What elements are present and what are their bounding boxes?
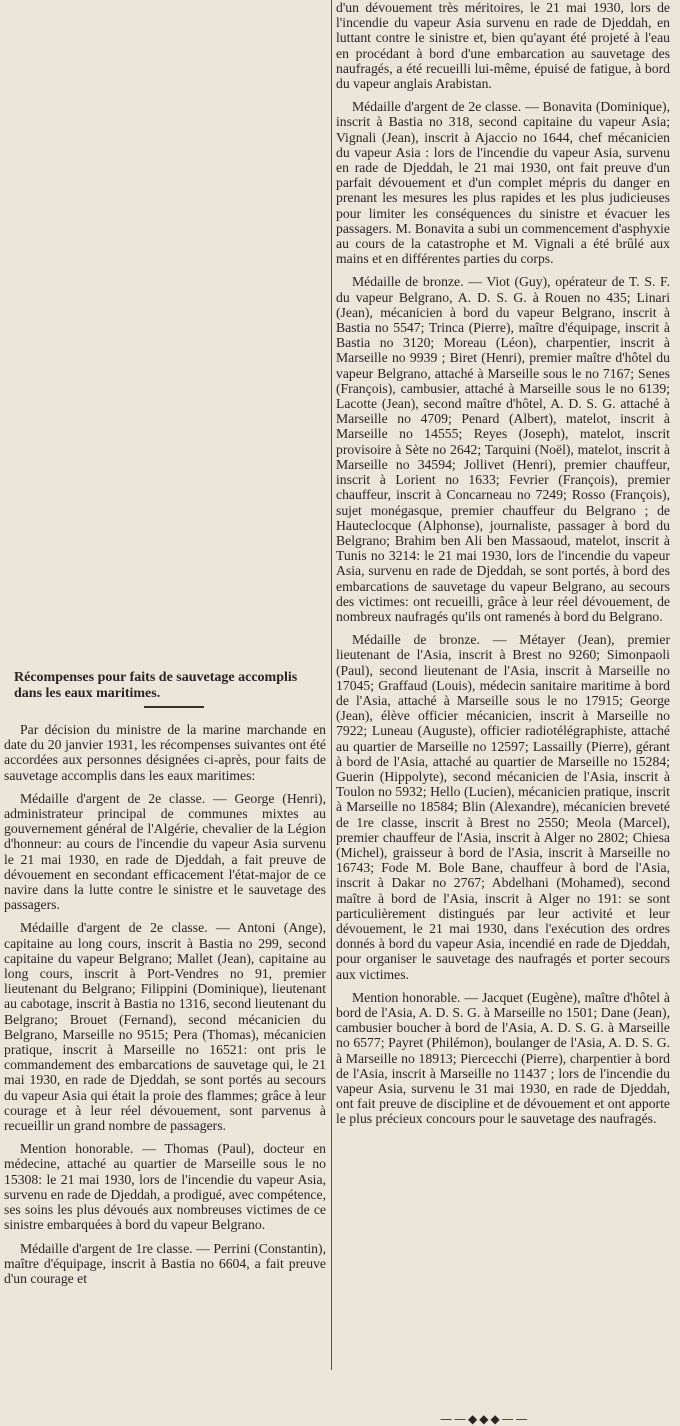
paragraph-medal-silver-perrini: Médaille d'argent de 1re classe. — Perrini (Constantin), maître d'équipage, inscrit à Bastia no 6604, a fait preuve d'un courage et bbox=[4, 1240, 326, 1286]
paragraph-medal-bronze-asia: Médaille de bronze. — Métayer (Jean), premier lieutenant de l'Asia, inscrit à Brest no 9260; Simonpaoli (Paul), second lieutenant de l'Asia, inscrit à Marseille no 17045; Graffaud (Louis), médecin sanitaire maritime à bord de l'Asia, attaché à Marseille sous le no 17915; George (Jean), élève officier mécanicien, inscrit à Marseille no 7922; Luneau (Auguste), officier radiotélégraphiste, attaché au quartier de Marseille no 12597; Lassailly (Pierre), gérant à bord de l'Asia, attaché au quartier de Marseille no 15284; Guerin (Hippolyte), second mécanicien de l'Asia, inscrit à Toulon no 5932; Hello (Lucien), mécanicien pratique, inscrit à Marseille no 18584; Blin (Alexandre), mécanicien breveté de 1re classe, inscrit à Brest no 2550; Meola (Marcel), premier chauffeur de l'Asia, inscrit à Alger no 2802; Chiesa (Michel), graisseur à bord de l'Asia, inscrit à Marseille no 16743; Fode M. Bole Bane, chauffeur à bord de l'Asia, inscrit à Dakar no 2767; Abdelhani (Mohamed), second maître à bord de l'Asia, inscrit à Alger no 191: se sont particulièrement distingués par leur activité et leur dévouement, le 21 mai 1930, dans l'exécution des ordres donnés à bord du vapeur Asia, incendié en rade de Djeddah, pour organiser le sauvetage des naufragés et porter secours aux victimes. bbox=[336, 632, 670, 982]
column-divider bbox=[331, 0, 332, 1370]
heading-rule bbox=[144, 706, 204, 708]
left-column-body bbox=[4, 722, 326, 1286]
paragraph-honorable-mention-asia: Mention honorable. — Jacquet (Eugène), maître d'hôtel à bord de l'Asia, A. D. S. G. à Marseille no 1501; Dane (Jean), cambusier boucher à bord de l'Asia, A. D. S. G. à Marseille no 6577; Payret (Philémon), boulanger de l'Asia, A. D. S. G. à Marseille no 18913; Piercecchi (Pierre), charpentier à bord de l'Asia, inscrit à Marseille no 11437 ; lors de l'incendie du vapeur Asia, survenu le 31 mai 1930, en rade de Djeddah, ont fait preuve de discipline et de dévouement et ont apporte le plus précieux concours pour le sauvetage des naufragés. bbox=[336, 989, 670, 1127]
section-heading: Récompenses pour faits de sauvetage accomplis dans les eaux maritimes. bbox=[14, 670, 298, 701]
paragraph-medal-silver-bonavita: Médaille d'argent de 2e classe. — Bonavita (Dominique), inscrit à Bastia no 318, second capitaine du vapeur Asia; Vignali (Jean), inscrit à Ajaccio no 1644, chef mécanicien du vapeur Asia : lors de l'incendie du vapeur Asia, survenu en rade de Djeddah, le 21 mai 1930, ont fait preuve d'un parfait dévouement et d'un complet mépris du danger en prenant les mesures les plus rapides et les plus judicieuses pour limiter les conséquences du sinistre et évacuer les passagers. M. Bonavita a subi un commencement d'asphyxie au cours de la catastrophe et M. Vignali a été brûlé aux mains et en différentes parties du corps. bbox=[336, 99, 670, 267]
right-column bbox=[336, 0, 670, 1135]
end-ornament: ——◆◆◆—— bbox=[440, 1412, 530, 1426]
paragraph-medal-silver-antoni: Médaille d'argent de 2e classe. — Antoni (Ange), capitaine au long cours, inscrit à Bastia no 299, second capitaine du vapeur Belgrano; Mallet (Jean), capitaine au long cours, inscrit à Port-Vendres no 91, premier lieutenant du Belgrano; Filippini (Dominique), lieutenant au cabotage, inscrit à Bastia no 1316, second lieutenant du Belgrano; Brouet (Fernand), second mécanicien du Belgrano, Marseille no 9515; Pera (Thomas), mécanicien pratique, inscrit à Marseille no 16521: ont pris le commandement des embarcations de sauvetage qui, le 21 mai 1930, en rade de Djeddah, se sont portés au secours du vapeur Asia qui était la proie des flammes; grâce à leur courage et à leur réel dévouement, sont parvenus à recueillir un grand nombre de passagers. bbox=[4, 920, 326, 1134]
left-column bbox=[4, 670, 326, 1294]
paragraph-honorable-mention-thomas: Mention honorable. — Thomas (Paul), docteur en médecine, attaché au quartier de Marseille sous le no 15308: le 21 mai 1930, lors de l'incendie du vapeur Asia, survenu en rade de Djeddah, a prodigué, avec compétence, ses soins les plus dévoués aux nombreuses victimes de ce sinistre embarquées à bord du vapeur Belgrano. bbox=[4, 1141, 326, 1233]
paragraph-medal-silver-george: Médaille d'argent de 2e classe. — George (Henri), administrateur principal de communes mixtes au gouvernement général de l'Algérie, chevalier de la Légion d'honneur: au cours de l'incendie du vapeur Asia survenu le 21 mai 1930, en rade de Djeddah, a fait preuve de dévouement en secondant efficacement l'état-major de ce navire dans la lutte contre le sinistre et le sauvetage des passagers. bbox=[4, 790, 326, 913]
paragraph-intro-decision: Par décision du ministre de la marine marchande en date du 20 janvier 1931, les récompenses suivantes ont été accordées aux personnes désignées ci-après, pour faits de sauvetage accomplis dans les eaux maritimes: bbox=[4, 722, 326, 783]
paragraph-medal-bronze-belgrano: Médaille de bronze. — Viot (Guy), opérateur de T. S. F. du vapeur Belgrano, A. D. S. G. à Rouen no 435; Linari (Jean), mécanicien à bord du vapeur Belgrano, inscrit à Bastia no 5547; Trinca (Pierre), maître d'équipage, inscrit à Bastia no 3120; Moreau (Léon), charpentier, inscrit à Marseille no 9939 ; Biret (Henri), premier maître d'hôtel du vapeur Belgrano, attaché à Marseille sous le no 7167; Senes (François), cambusier, attaché à Marseille sous le no 6139; Lacotte (Jean), second maître d'hôtel, A. D. S. G. attaché à Marseille no 4709; Penard (Albert), matelot, inscrit à Marseille no 14555; Reyes (Joseph), matelot, inscrit provisoire à Sète no 2642; Tarquini (Noël), matelot, inscrit à Marseille no 34594; Jollivet (Henri), premier chauffeur, inscrit à Lorient no 1633; Fevrier (François), premier chauffeur, inscrit à Concarneau no 7249; Rosso (François), sujet monégasque, premier chauffeur du Belgrano ; de Hauteclocque (Alphonse), journaliste, passager à bord du Belgrano; Brahim ben Ali ben Massaoud, matelot, inscrit à Tunis no 3214: le 21 mai 1930, lors de l'incendie du vapeur Asia, survenu en rade de Djeddah, se sont portés, à bord des embarcations de sauvetage du vapeur Belgrano, au secours des victimes: ont recueilli, grâce à leur réel dévouement, de nombreux naufragés qu'ils ont ramenés à bord du Belgrano. bbox=[336, 274, 670, 624]
paragraph-continuation: d'un dévouement très méritoires, le 21 mai 1930, lors de l'incendie du vapeur Asia survenu en rade de Djeddah, en luttant contre le sinistre et, bien qu'ayant été projeté à l'eau en procédant à bord d'une embarcation au sauvetage des naufragés, a été recueilli lui-même, épuisé de fatigue, à bord du vapeur anglais Arabistan. bbox=[336, 0, 670, 92]
